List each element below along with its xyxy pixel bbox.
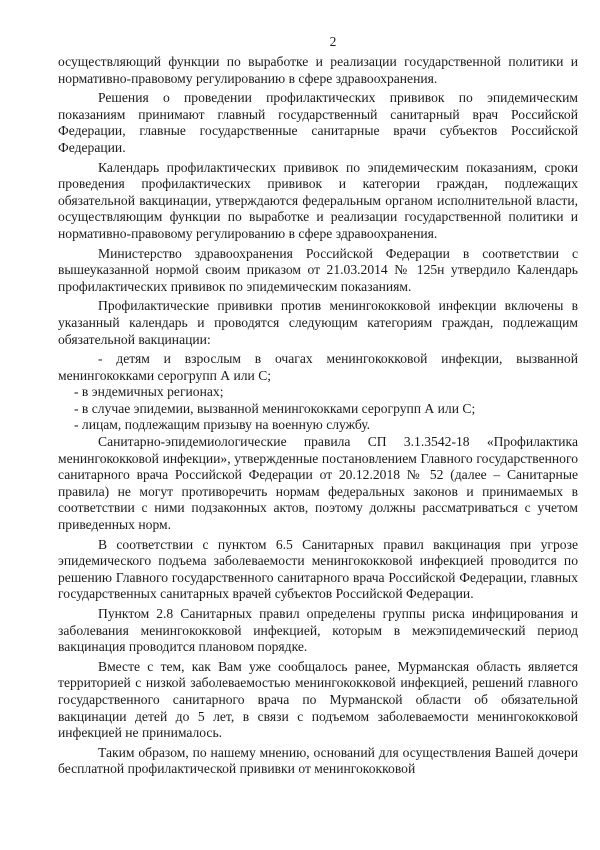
paragraph-5: Профилактические прививки против менингококковой инфекции включены в указанный календарь и проводятся следующим категориям граждан, подлежащим обязательной вакцинации: bbox=[58, 298, 578, 347]
list-item: - лицам, подлежащим призыву на военную службу. bbox=[74, 417, 371, 433]
list-item: - детям и взрослым в очагах менингококковой инфекции, вызванной менингококками серогрупп А или С; bbox=[58, 351, 578, 383]
paragraph-murmansk: Вместе с тем, как Вам уже сообщалось ранее, Мурманская область является территорией с низкой заболеваемостью менингококковой инфекцией, решений главного государственного санитарного врача по Мурманской области об обязательной вакцинации детей до 5 лет, в связи с подъемом заболеваемости менингококковой инфекцией не принималось. bbox=[58, 658, 578, 741]
paragraph-point-2-8: Пунктом 2.8 Санитарных правил определены группы риска инфицирования и заболевания менингококковой инфекцией, которым в межэпидемический период вакцинация проводится плановом порядке. bbox=[58, 606, 578, 655]
paragraph-conclusion: Таким образом, по нашему мнению, оснований для осуществления Вашей дочери бесплатной профилактической прививки от менингококковой bbox=[58, 744, 578, 777]
paragraph-2: Решения о проведении профилактических прививок по эпидемическим показаниям принимают главный государственный санитарный врач Российской Федерации, главные государственные санитарные врачи субъектов Российской Федерации. bbox=[58, 90, 578, 155]
list-item: - в эндемичных регионах; bbox=[74, 384, 224, 400]
paragraph-4: Министерство здравоохранения Российской Федерации в соответствии с вышеуказанной нормой своим приказом от 21.03.2014 № 125н утвердило Календарь профилактических прививок по эпидемическим показаниям. bbox=[58, 245, 578, 294]
list-item: - в случае эпидемии, вызванной менингококками серогрупп А или С; bbox=[74, 400, 476, 416]
paragraph-sanitary-rules: Санитарно-эпидемиологические правила СП 3.1.3542-18 «Профилактика менингококковой инфекции», утвержденные постановлением Главного государственного санитарного врача Российской Федерации от 20.12.2018 № 52 (далее – Санитарные правила) не могут противоречить нормам федеральных законов и принимаемых в соответствии с ними подзаконных актов, поэтому должны рассматриваться с учетом приведенных норм. bbox=[58, 434, 578, 533]
paragraph-3: Календарь профилактических прививок по эпидемическим показаниям, сроки проведения профилактических прививок и категории граждан, подлежащих обязательной вакцинации, утверждаются федеральным органом исполнительной власти, осуществляющим функции по выработке и реализации государственной политики и нормативно-правовому регулированию в сфере здравоохранения. bbox=[58, 159, 578, 241]
page-number: 2 bbox=[329, 34, 337, 49]
paragraph-1: осуществляющий функции по выработке и реализации государственной политики и нормативно-правовому регулированию в сфере здравоохранения. bbox=[58, 54, 578, 86]
paragraph-point-6-5: В соответствии с пунктом 6.5 Санитарных правил вакцинация при угрозе эпидемического подъема заболеваемости менингококковой инфекцией проводится по решению Главного государственного санитарного врача Российской Федерации, главных государственных санитарных врачей субъектов Российской Федерации. bbox=[58, 536, 578, 602]
